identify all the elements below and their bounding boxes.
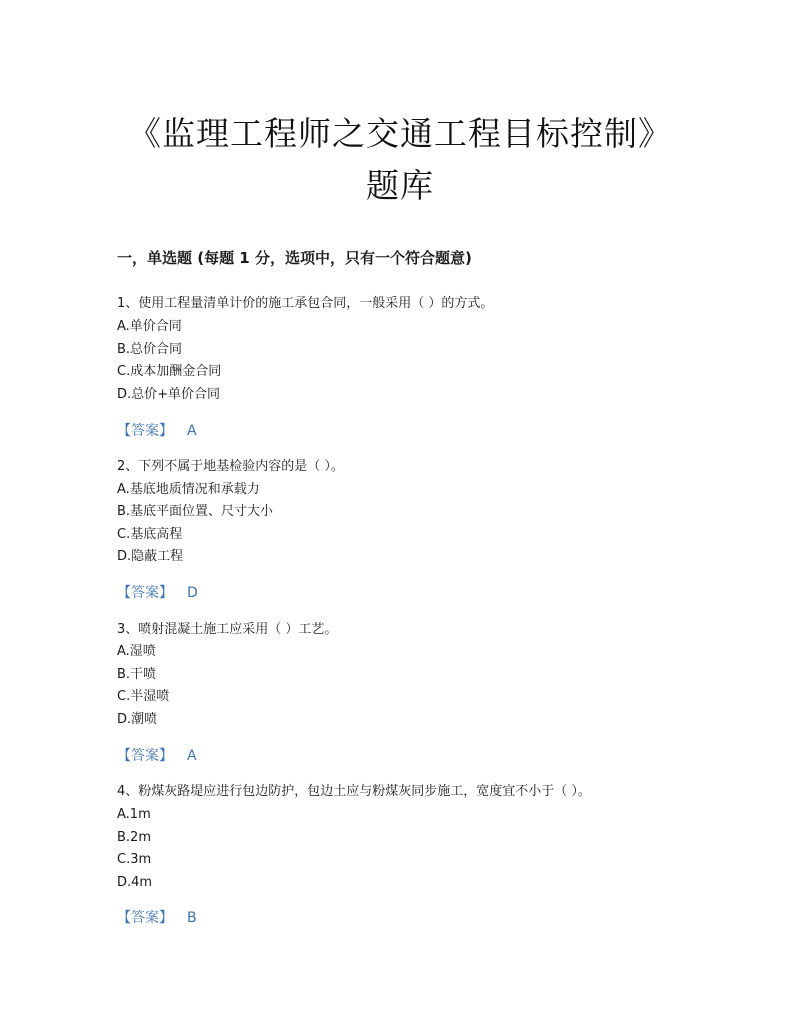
question-stem: 4、粉煤灰路堤应进行包边防护，包边土应与粉煤灰同步施工，宽度宜不小于（ ）。 xyxy=(117,784,591,799)
option-b: B.总价合同 xyxy=(117,342,183,357)
answer-label: 【答案】 xyxy=(117,910,173,926)
option-d: D.总价+单价合同 xyxy=(117,387,221,402)
option-d: D.4m xyxy=(117,875,153,890)
answer-label: 【答案】 xyxy=(117,423,173,439)
answer-line xyxy=(117,422,197,440)
option-a: A.1m xyxy=(117,807,151,822)
answer-label: 【答案】 xyxy=(117,748,173,764)
question-stem: 1、使用工程量清单计价的施工承包合同，一般采用（ ）的方式。 xyxy=(117,296,494,311)
question-stem: 3、喷射混凝土施工应采用（ ）工艺。 xyxy=(117,622,338,637)
option-b: B.干喷 xyxy=(117,667,157,682)
answer-line xyxy=(117,909,197,927)
option-d: D.潮喷 xyxy=(117,712,158,727)
answer-label: 【答案】 xyxy=(117,585,173,601)
option-b: B.基底平面位置、尺寸大小 xyxy=(117,504,274,519)
document-title-line2: 题库 xyxy=(366,166,434,205)
option-a: A.基底地质情况和承载力 xyxy=(117,482,260,497)
answer-value: B xyxy=(187,910,197,926)
answer-value: A xyxy=(187,423,197,439)
option-d: D.隐蔽工程 xyxy=(117,549,184,564)
answer-value: D xyxy=(187,585,198,601)
section-heading: 一，单选题 (每题 1 分，选项中，只有一个符合题意) xyxy=(117,249,472,267)
option-a: A.单价合同 xyxy=(117,319,182,334)
document-title: 《监理工程师之交通工程目标控制》 xyxy=(128,114,672,153)
option-a: A.湿喷 xyxy=(117,644,156,659)
answer-value: A xyxy=(187,748,197,764)
question-stem: 2、下列不属于地基检验内容的是（ ）。 xyxy=(117,459,344,474)
option-c: C.3m xyxy=(117,852,152,867)
option-c: C.成本加酬金合同 xyxy=(117,364,222,379)
option-b: B.2m xyxy=(117,830,151,845)
answer-line xyxy=(117,747,197,765)
option-c: C.半湿喷 xyxy=(117,689,170,704)
option-c: C.基底高程 xyxy=(117,527,183,542)
answer-line xyxy=(117,584,198,602)
